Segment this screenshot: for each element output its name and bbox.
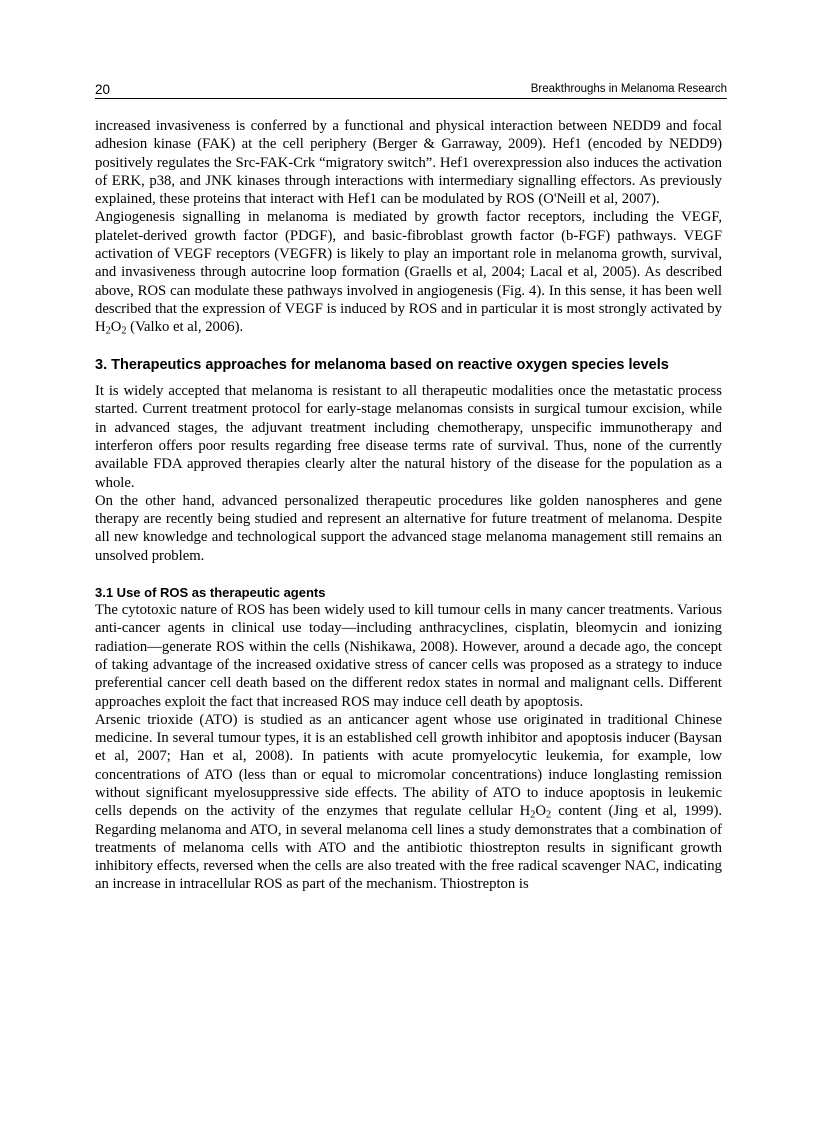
running-title: Breakthroughs in Melanoma Research [530, 83, 727, 95]
h2o2-o: O [110, 319, 122, 336]
paragraph-angiogenesis-end: (Valko et al, 2006). [126, 319, 244, 336]
paragraph-nedd9: increased invasiveness is conferred by a functional and physical interaction between NEDD9 and focal adhesion kinase (FAK) at the cell periphery (Berger & Garraway, 2009). Hef1 (encoded by NEDD9) positively regulates the Src-FAK-Crk “migratory switch”. Hef1 overexpression also induces the activation of ERK, p38, and JNK kinases through interactions with intermediary signalling effectors. As previously explained, these proteins that interact with Hef1 can be modulated by ROS (O'Neill et al, 2007). [95, 118, 722, 208]
paragraph-angiogenesis-text: Angiogenesis signalling in melanoma is mediated by growth factor receptors, including the VEGF, platelet-derived growth factor (PDGF), and basic-fibroblast growth factor (b-FGF) pathways. VEGF activation of VEGF receptors (VEGFR) is likely to play an important role in melanoma growth, survival, and invasiveness through autocrine loop formation (Graells et al, 2004; Lacal et al, 2005). As described above, ROS can modulate these pathways involved in angiogenesis (Fig. 4). In this sense, it has been well described that the expression of VEGF is induced by ROS and in particular it is most strongly activated by H [95, 209, 722, 336]
h2o2-subscript: 2 [121, 325, 127, 337]
section-heading-3-1: 3.1 Use of ROS as therapeutic agents [95, 585, 326, 601]
paragraph-personalized: On the other hand, advanced personalized therapeutic procedures like golden nanospheres and gene therapy are recently being studied and represent an alternative for future treatment of melanoma. Despite all new knowledge and technological support the advanced stage melanoma management still remains an unsolved problem. [95, 492, 722, 564]
h2o2-o: O [535, 803, 546, 820]
body-text [95, 117, 722, 894]
h2o2-subscript: 2 [546, 809, 552, 821]
paragraph-ato-end: content (Jing et al, 1999). Regarding melanoma and ATO, in several melanoma cell lines a study demonstrates that a combination of treatments of melanoma cells with ATO and the antibiotic thiostrepton results in significant growth inhibitory effects, reversed when the cells are also treated with the free radical scavenger NAC, indicating an increase in intracellular ROS as part of the mechanism. Thiostrepton is [95, 803, 723, 893]
paragraph-angiogenesis [95, 208, 722, 336]
page-number: 20 [95, 82, 111, 97]
paragraph-cytotoxic: The cytotoxic nature of ROS has been widely used to kill tumour cells in many cancer treatments. Various anti-cancer agents in clinical use today—including anthracyclines, cisplatin, bleomycin and ionizing radiation—generate ROS within the cells (Nishikawa, 2008). However, around a decade ago, the concept of taking advantage of the increased oxidative stress of cancer cells was proposed as a strategy to induce preferential cancer cell death based on the different redox states in normal and malignant cells. Different approaches exploit the fact that increased ROS may induce cell death by apoptosis. [95, 602, 722, 710]
paragraph-resistance: It is widely accepted that melanoma is resistant to all therapeutic modalities once the metastatic process started. Current treatment protocol for early-stage melanomas consists in surgical tumour excision, while in advanced stages, the adjuvant treatment including chemotherapy, unspecific immunotherapy and interferon offers poor results regarding free disease terms rate of survival. Thus, none of the currently available FDA approved therapies clearly alter the natural history of the disease for the population as a whole. [95, 383, 722, 491]
paragraph-arsenic-trioxide [95, 711, 722, 894]
section-heading-3: 3. Therapeutics approaches for melanoma based on reactive oxygen species levels [95, 356, 669, 373]
h2o2-subscript: 2 [530, 809, 536, 821]
page-header [95, 82, 727, 99]
paragraph-ato-text: Arsenic trioxide (ATO) is studied as an anticancer agent whose use originated in traditional Chinese medicine. In several tumour types, it is an established cell growth inhibitor and apoptosis inducer (Baysan et al, 2007; Han et al, 2008). In patients with acute promyelocytic leukemia, for example, low concentrations of ATO (less than or equal to micromolar concentrations) induce longlasting remission without significant myelosuppressive side effects. The ability of ATO to induce apoptosis in leukemic cells depends on the activity of the enzymes that regulate cellular H [95, 711, 722, 820]
h2o2-subscript: 2 [105, 325, 111, 337]
